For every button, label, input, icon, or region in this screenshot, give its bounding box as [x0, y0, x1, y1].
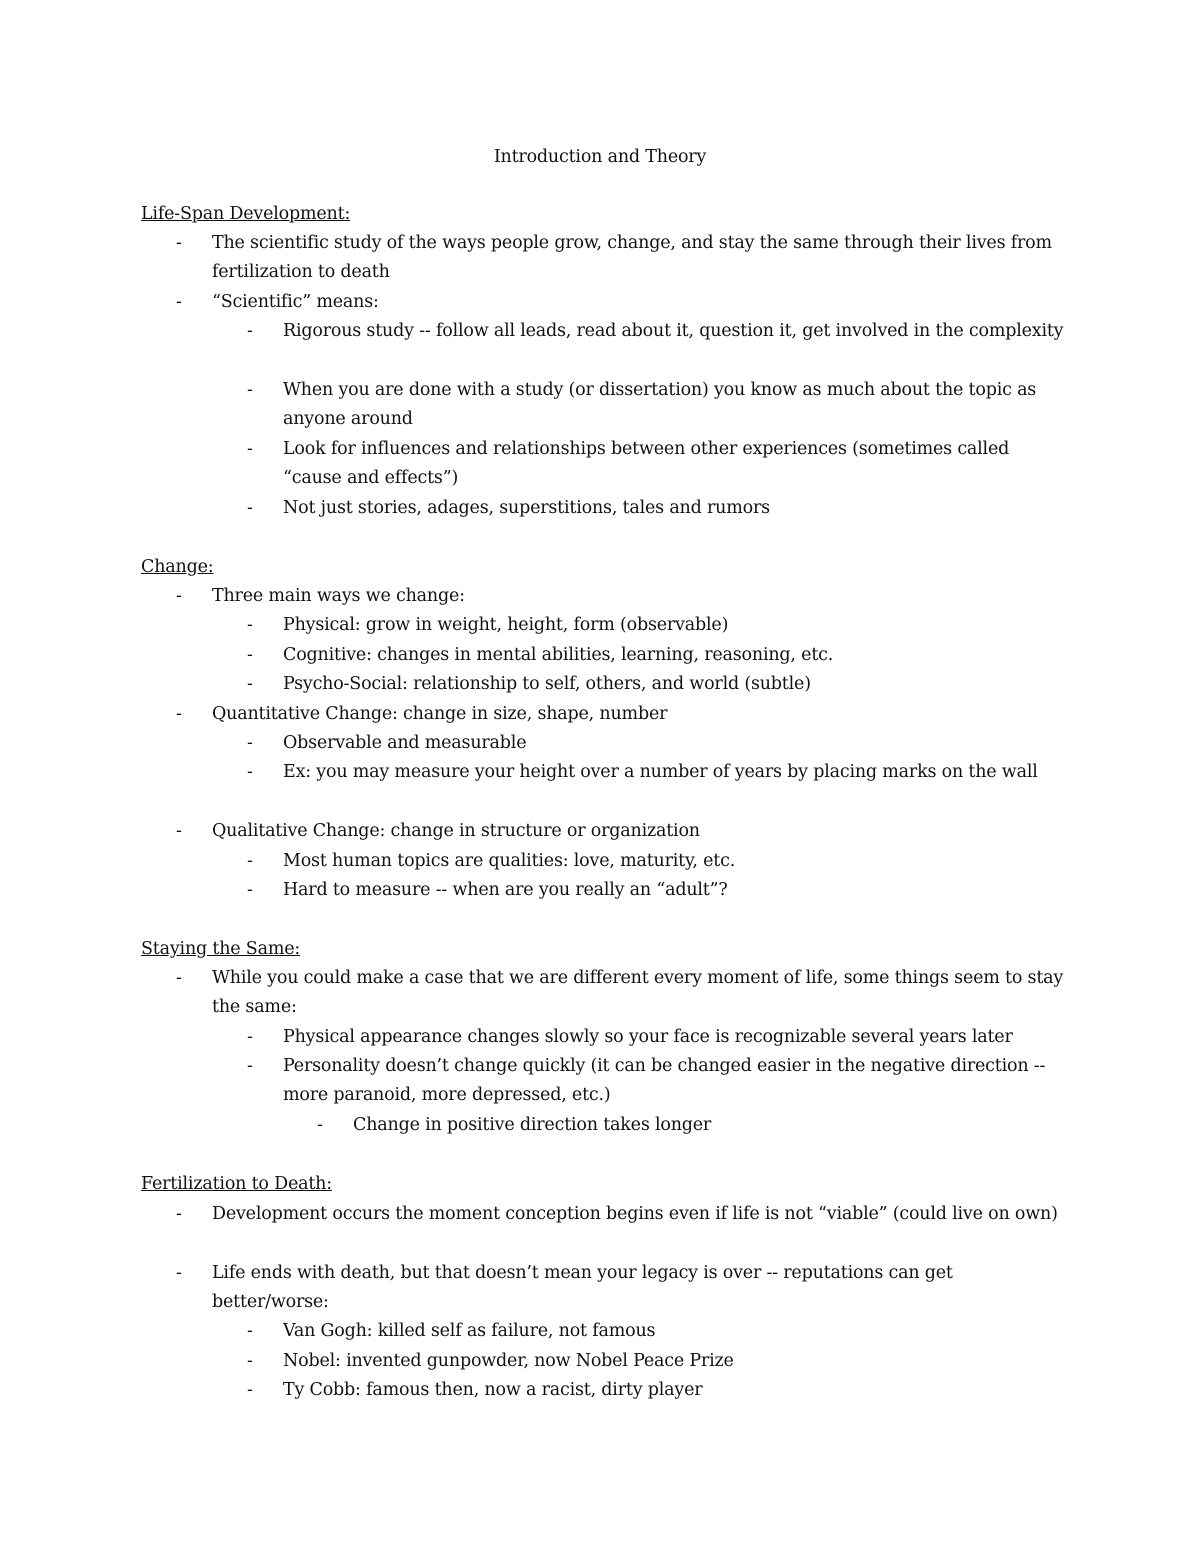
- list-item: [247, 876, 1073, 905]
- list-item: [176, 964, 1072, 1023]
- list-item: [247, 376, 1073, 435]
- list-item-text: Change in positive direction takes longer: [353, 1115, 712, 1135]
- list-item: [247, 1317, 1073, 1346]
- list-item: [317, 1111, 1073, 1140]
- bullet-dash: -: [247, 1027, 253, 1047]
- list-item: [176, 229, 1072, 288]
- list-item-text: Look for influences and relationships between other experiences (sometimes called “cause and effects”): [283, 439, 1010, 489]
- list-item-text: Rigorous study -- follow all leads, read about it, question it, get involved in the complexity: [283, 321, 1064, 341]
- bullet-dash: -: [317, 1115, 323, 1135]
- bullet-dash: -: [247, 498, 253, 518]
- section-heading-change: Change:: [141, 557, 214, 577]
- bullet-dash: -: [247, 321, 253, 341]
- list-item-text: “Scientific” means:: [212, 292, 379, 312]
- list-item-text: The scientific study of the ways people grow, change, and stay the same through their lives from fertilization to death: [212, 233, 1052, 283]
- list-item: [247, 317, 1073, 346]
- section-heading-lifespan: Life-Span Development:: [141, 204, 351, 224]
- bullet-dash: -: [176, 586, 182, 606]
- section-heading-staying-the-same: Staying the Same:: [141, 939, 301, 959]
- section-heading-fertilization-to-death: Fertilization to Death:: [141, 1174, 332, 1194]
- list-item: [247, 1052, 1073, 1111]
- bullet-dash: -: [247, 1351, 253, 1371]
- bullet-dash: -: [176, 1204, 182, 1224]
- list-item-text: Three main ways we change:: [212, 586, 465, 606]
- bullet-dash: -: [247, 1056, 253, 1076]
- list-item-text: Cognitive: changes in mental abilities, learning, reasoning, etc.: [283, 645, 834, 665]
- list-item-text: Psycho-Social: relationship to self, others, and world (subtle): [283, 674, 811, 694]
- list-item-text: Qualitative Change: change in structure or organization: [212, 821, 700, 841]
- bullet-dash: -: [247, 615, 253, 635]
- list-item-text: While you could make a case that we are different every moment of life, some things seem to stay the same:: [212, 968, 1064, 1018]
- bullet-dash: -: [247, 880, 253, 900]
- list-item-text: Life ends with death, but that doesn’t mean your legacy is over -- reputations can get better/worse:: [212, 1263, 953, 1313]
- list-item: [247, 494, 1073, 523]
- list-item-text: Observable and measurable: [283, 733, 527, 753]
- list-item: [176, 582, 1072, 611]
- list-item: [247, 641, 1073, 670]
- list-item-text: Most human topics are qualities: love, maturity, etc.: [283, 851, 736, 871]
- list-item: [176, 817, 1072, 846]
- list-item-text: Physical appearance changes slowly so your face is recognizable several years later: [283, 1027, 1013, 1047]
- list-item-text: Van Gogh: killed self as failure, not famous: [283, 1321, 656, 1341]
- list-item-text: Personality doesn’t change quickly (it can be changed easier in the negative direction -- more paranoid, more depressed, etc.): [283, 1056, 1046, 1106]
- bullet-dash: -: [247, 645, 253, 665]
- bullet-dash: -: [247, 733, 253, 753]
- bullet-dash: -: [247, 762, 253, 782]
- list-item: [176, 1200, 1072, 1229]
- list-item-text: Quantitative Change: change in size, shape, number: [212, 704, 668, 724]
- list-item-text: Physical: grow in weight, height, form (observable): [283, 615, 729, 635]
- bullet-dash: -: [176, 292, 182, 312]
- list-item-text: Nobel: invented gunpowder, now Nobel Peace Prize: [283, 1351, 734, 1371]
- list-item-text: Hard to measure -- when are you really an “adult”?: [283, 880, 728, 900]
- bullet-dash: -: [247, 1380, 253, 1400]
- list-item-text: Ty Cobb: famous then, now a racist, dirty player: [283, 1380, 703, 1400]
- list-item: [176, 288, 1072, 317]
- list-item-text: Not just stories, adages, superstitions, tales and rumors: [283, 498, 770, 518]
- list-item: [247, 1023, 1073, 1052]
- list-item: [176, 1259, 1072, 1318]
- list-item: [247, 758, 1073, 787]
- list-item: [247, 670, 1073, 699]
- bullet-dash: -: [176, 821, 182, 841]
- list-item: [247, 1347, 1073, 1376]
- list-item: [247, 611, 1073, 640]
- list-item: [247, 435, 1073, 494]
- bullet-dash: -: [176, 233, 182, 253]
- bullet-dash: -: [247, 674, 253, 694]
- bullet-dash: -: [247, 851, 253, 871]
- list-item: [247, 847, 1073, 876]
- bullet-dash: -: [247, 439, 253, 459]
- bullet-dash: -: [176, 704, 182, 724]
- bullet-dash: -: [247, 380, 253, 400]
- list-item: [247, 729, 1073, 758]
- list-item-text: Development occurs the moment conception begins even if life is not “viable” (could live on own): [212, 1204, 1058, 1224]
- document-title: Introduction and Theory: [493, 147, 707, 167]
- list-item-text: Ex: you may measure your height over a number of years by placing marks on the wall: [283, 762, 1038, 782]
- bullet-dash: -: [247, 1321, 253, 1341]
- bullet-dash: -: [176, 1263, 182, 1283]
- bullet-dash: -: [176, 968, 182, 988]
- list-item-text: When you are done with a study (or dissertation) you know as much about the topic as anyone around: [283, 380, 1037, 430]
- list-item: [247, 1376, 1073, 1405]
- list-item: [176, 700, 1072, 729]
